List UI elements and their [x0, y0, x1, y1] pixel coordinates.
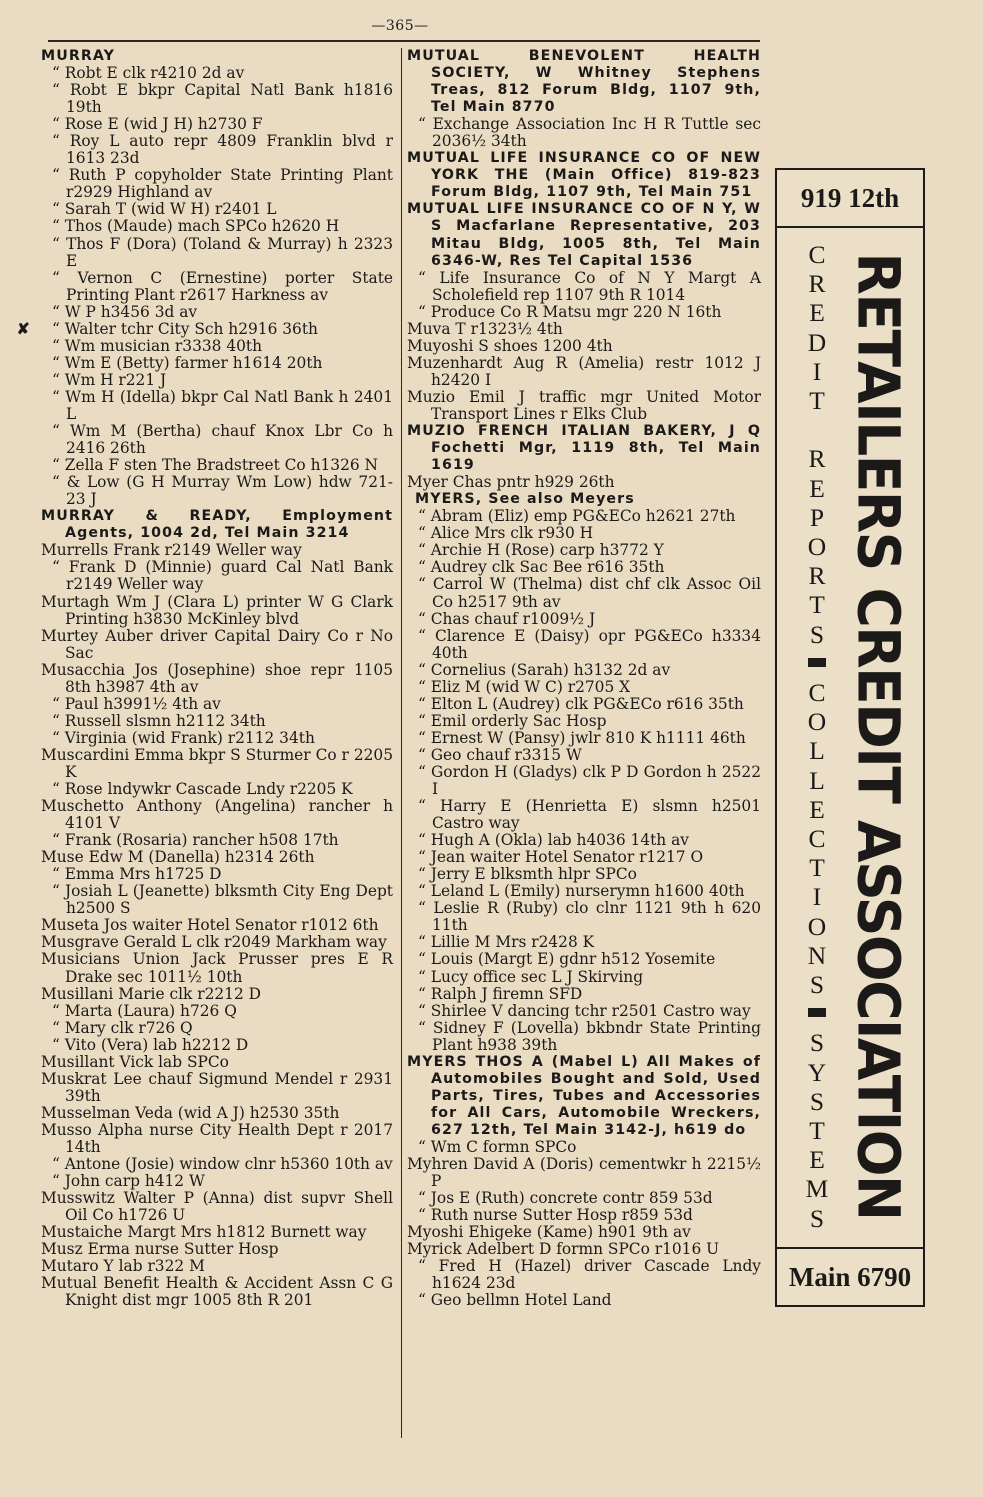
entry-text: Chas chauf r1009½ J [430, 609, 596, 628]
entry-text: Muskrat Lee chauf Sigmund Mendel r 2931 39th [41, 1069, 393, 1105]
directory-subentry [41, 167, 393, 201]
directory-subentry [407, 304, 761, 321]
entry-text: Myer Chas pntr h929 26th [407, 473, 615, 492]
directory-subentry [41, 474, 393, 508]
entry-text: Rose lndywkr Cascade Lndy r2205 K [64, 780, 353, 799]
right-column [407, 48, 761, 1309]
ad-service-letter: I [812, 356, 822, 386]
ad-service-letter: D [807, 327, 827, 357]
directory-subentry [407, 611, 761, 628]
entry-text: Robt E bkpr Capital Natl Bank h1816 19th [66, 81, 393, 117]
entry-text: Murtey Auber driver Capital Dairy Co r No Sac [41, 626, 393, 662]
directory-subentry [41, 372, 393, 389]
entry-text: Fred H (Hazel) driver Cascade Lndy h1624 23d [432, 1257, 762, 1293]
directory-subentry [407, 628, 761, 662]
directory-subentry [407, 576, 761, 610]
ad-service-letter: C [808, 240, 826, 269]
ad-service-letter: T [809, 386, 825, 416]
directory-subentry [407, 849, 761, 866]
directory-subentry [407, 662, 761, 679]
directory-subentry [41, 82, 393, 116]
entry-text: Clarence E (Daisy) opr PG&ECo h3334 40th [432, 626, 761, 662]
entry-text: Muva T r1323½ 4th [407, 319, 563, 338]
directory-subentry [407, 900, 761, 934]
directory-entry [41, 594, 393, 628]
entry-text: Zella F sten The Bradstreet Co h1326 N [64, 456, 379, 475]
entry-text: Shirlee V dancing tchr r2501 Castro way [430, 1001, 751, 1020]
entry-text: Emma Mrs h1725 D [64, 865, 222, 884]
entry-text: Myrick Adelbert D formn SPCo r1016 U [407, 1240, 720, 1259]
ad-service-letter: C [808, 678, 826, 708]
entry-text: Wm M (Bertha) chauf Knox Lbr Co h 2416 26th [66, 422, 394, 458]
entry-text: Murtagh Wm J (Clara L) printer W G Clark Printing h3830 McKinley blvd [41, 592, 393, 628]
ad-service-letter: T [809, 1116, 825, 1146]
entry-text: Audrey clk Sac Bee r616 35th [430, 558, 665, 577]
entry-text: Paul h3991½ 4th av [64, 694, 221, 713]
entry-text: Leland L (Emily) nurserymn h1600 40th [430, 882, 745, 901]
entry-text: Myhren David A (Doris) cementwkr h 2215½ P [407, 1155, 761, 1191]
ad-service-letter: I [812, 882, 822, 912]
directory-subentry [41, 696, 393, 713]
entry-text: Lillie M Mrs r2428 K [430, 933, 595, 952]
entry-text: Wm H (Idella) bkpr Cal Natl Bank h 2401 L [65, 387, 393, 423]
entry-text: Ernest W (Pansy) jwlr 810 K h1111 46th [430, 728, 746, 747]
directory-subentry [41, 559, 393, 593]
entry-text: Eliz M (wid W C) r2705 X [430, 677, 631, 696]
directory-subentry [407, 1003, 761, 1020]
entry-text: Musselman Veda (wid A J) h2530 35th [41, 1103, 340, 1122]
directory-subentry [41, 270, 393, 304]
directory-entry [41, 934, 393, 951]
ad-service-letter: E [809, 298, 825, 328]
ad-service-letter: P [809, 502, 825, 532]
entry-text: Walter tchr City Sch h2916 36th [64, 319, 318, 338]
entry-text: Jean waiter Hotel Senator r1217 O [430, 848, 704, 867]
directory-entry [41, 1275, 393, 1309]
directory-subentry [41, 304, 393, 321]
entry-text: MURRAY [41, 48, 115, 64]
entry-text: Archie H (Rose) carp h3772 Y [430, 541, 664, 560]
entry-text: Frank (Rosaria) rancher h508 17th [64, 831, 339, 850]
directory-heading [41, 48, 393, 65]
left-column [16, 48, 394, 1310]
directory-subentry [407, 713, 761, 730]
ad-service-letter: S [809, 970, 825, 1000]
ad-service-letter: L [809, 736, 825, 766]
ad-service-letter: O [807, 532, 827, 562]
directory-entry [41, 747, 393, 781]
entry-text: Muse Edw M (Danella) h2314 26th [41, 848, 315, 867]
directory-subentry [407, 747, 761, 764]
directory-subentry [41, 713, 393, 730]
directory-entry [41, 662, 393, 696]
entry-text: W P h3456 3d av [64, 302, 198, 321]
entry-text: Musz Erma nurse Sutter Hosp [41, 1240, 279, 1259]
ad-service-letter: E [809, 1145, 825, 1175]
entry-text: Louis (Margt E) gdnr h512 Yosemite [430, 950, 716, 969]
entry-text: Musacchia Jos (Josephine) shoe repr 1105 8th h3987 4th av [41, 660, 393, 696]
directory-subentry [41, 866, 393, 883]
directory-heading [407, 201, 761, 269]
entry-text: Geo chauf r3315 W [430, 745, 582, 764]
ad-service-letter: R [808, 444, 826, 474]
entry-text: Muscardini Emma bkpr S Sturmer Co r 2205 K [41, 745, 393, 781]
entry-text: Hugh A (Okla) lab h4036 14th av [430, 831, 689, 850]
entry-text: John carp h412 W [64, 1172, 205, 1191]
directory-entry [41, 1224, 393, 1241]
entry-text: Antone (Josie) window clnr h5360 10th av [64, 1155, 393, 1174]
ad-service-letter: S [809, 1028, 825, 1058]
entry-text: MUTUAL LIFE INSURANCE CO OF N Y, W S Macfarlane Representative, 203 Mitau Bldg, 1005 8th, Tel Main 6346-W, Res Tel Capital 1536 [407, 201, 761, 269]
directory-subentry [407, 542, 761, 559]
directory-subentry [407, 1258, 761, 1292]
entry-text: Vernon C (Ernestine) porter State Printing Plant r2617 Harkness av [66, 268, 393, 304]
directory-heading [407, 423, 761, 474]
directory-subentry [407, 679, 761, 696]
entry-text: Muzio Emil J traffic mgr United Motor Transport Lines r Elks Club [407, 387, 761, 423]
entry-text: Musillani Marie clk r2212 D [41, 984, 261, 1003]
ad-service-letter: O [807, 707, 827, 737]
entry-text: Marta (Laura) h726 Q [64, 1001, 237, 1020]
entry-text: MUZIO FRENCH ITALIAN BAKERY, J Q Fochetti Mgr, 1119 8th, Tel Main 1619 [407, 423, 761, 474]
directory-subentry [41, 116, 393, 133]
entry-text: MYERS THOS A (Mabel L) All Makes of Automobiles Bought and Sold, Used Parts, Tires, Tubes and Accessories for All Cars, Automobile Wreckers, 627 12th, Tel Main 3142-J, h619 do [407, 1053, 761, 1138]
ad-address: 919 12th [777, 170, 923, 228]
directory-subentry: “ ✘ Walter tchr City Sch h2916 36th [41, 321, 393, 338]
entry-text: Gordon H (Gladys) clk P D Gordon h 2522 I [431, 762, 761, 799]
entry-text: Exchange Association Inc H R Tuttle sec 2036½ 34th [432, 115, 761, 151]
ad-service-letter: S [809, 1086, 825, 1116]
entry-text: Emil orderly Sac Hosp [430, 711, 607, 730]
ad-service-letter: R [808, 561, 826, 591]
entry-text: Wm C formn SPCo [430, 1138, 577, 1156]
ad-service-letter: E [809, 473, 825, 503]
entry-text: Thos F (Dora) (Toland & Murray) h 2323 E [66, 234, 393, 270]
directory-heading [407, 48, 761, 116]
entry-text: Roy L auto repr 4809 Franklin blvd r 1613 23d [66, 132, 393, 168]
ad-service-letter: O [807, 911, 827, 941]
directory-entry [407, 321, 761, 338]
directory-heading [41, 508, 393, 542]
entry-text: Sarah T (wid W H) r2401 L [64, 200, 277, 219]
directory-entry [41, 1122, 393, 1156]
directory-entry [41, 1054, 393, 1071]
entry-text: Musso Alpha nurse City Health Dept r 2017 14th [41, 1120, 393, 1156]
directory-subentry [407, 1292, 761, 1309]
ad-separator [795, 999, 839, 1028]
directory-entry [407, 338, 761, 355]
directory-heading [407, 150, 761, 201]
header-rule [48, 40, 760, 42]
entry-text: Museta Jos waiter Hotel Senator r1012 6th [41, 916, 379, 935]
directory-subentry [407, 798, 761, 832]
entry-text: Jerry E blksmth hlpr SPCo [430, 865, 637, 884]
entry-text: Wm E (Betty) farmer h1614 20th [64, 353, 323, 372]
directory-subentry [41, 781, 393, 798]
directory-subentry [41, 338, 393, 355]
directory-subentry [407, 764, 761, 798]
entry-text: Cornelius (Sarah) h3132 2d av [430, 660, 671, 679]
directory-subentry [407, 1190, 761, 1207]
directory-subentry [41, 355, 393, 372]
entry-text: Musicians Union Jack Prusser pres E R Drake sec 1011½ 10th [41, 950, 393, 986]
directory-entry [41, 986, 393, 1003]
directory-subentry [41, 1156, 393, 1173]
entry-text: Myoshi Ehigeke (Kame) h901 9th av [407, 1223, 691, 1242]
entry-text: Sidney F (Lovella) bkbndr State Printing Plant h938 39th [432, 1018, 761, 1054]
ad-service-letter: L [809, 765, 825, 795]
ad-service-letter: S [809, 619, 825, 649]
directory-entry [41, 951, 393, 985]
entry-text: Mary clk r726 Q [64, 1018, 193, 1037]
entry-text: Jos E (Ruth) concrete contr 859 53d [430, 1189, 713, 1208]
entry-text: Frank D (Minnie) guard Cal Natl Bank r2149 Weller way [66, 558, 394, 594]
page-number: —365— [371, 18, 429, 34]
directory-subentry [41, 201, 393, 218]
ad-service-letter: T [809, 590, 825, 620]
directory-subentry [41, 389, 393, 423]
entry-text: Life Insurance Co of N Y Margt A Scholefield rep 1107 9th R 1014 [432, 268, 761, 304]
ad-body [777, 230, 923, 1245]
ad-service-letter: T [809, 853, 825, 883]
directory-entry [407, 355, 761, 389]
entry-text: Russell slsmn h2112 34th [64, 711, 266, 730]
directory-subentry [407, 559, 761, 576]
entry-text: Robt E clk r4210 2d av [64, 64, 245, 83]
ad-service-letter: R [808, 269, 826, 299]
entry-text: MUTUAL BENEVOLENT HEALTH SOCIETY, W Whitney Stephens Treas, 812 Forum Bldg, 1107 9th, Tel Main 8770 [407, 48, 761, 116]
entry-text: Carrol W (Thelma) dist chf clk Assoc Oil Co h2517 9th av [432, 575, 761, 611]
entry-text: Harry E (Henrietta E) slsmn h2501 Castro way [432, 797, 761, 833]
directory-subentry [41, 1173, 393, 1190]
directory-subentry [407, 969, 761, 986]
entry-text: Mutual Benefit Health & Accident Assn C G Knight dist mgr 1005 8th R 201 [41, 1274, 393, 1310]
directory-subentry [407, 986, 761, 1003]
directory-entry [41, 1105, 393, 1122]
directory-subentry [41, 832, 393, 849]
ad-separator [795, 649, 839, 678]
entry-text: Musillant Vick lab SPCo [41, 1052, 229, 1071]
entry-text: Ruth nurse Sutter Hosp r859 53d [430, 1206, 693, 1225]
directory-subentry [407, 832, 761, 849]
directory-entry [407, 389, 761, 423]
entry-text: Thos (Maude) mach SPCo h2620 H [64, 217, 340, 236]
entry-text: Vito (Vera) lab h2212 D [64, 1035, 249, 1054]
entry-text: Lucy office sec L J Skirving [430, 967, 644, 986]
entry-text: Muyoshi S shoes 1200 4th [407, 336, 613, 355]
directory-heading [407, 1054, 761, 1139]
directory-entry [407, 1224, 761, 1241]
directory-subentry [407, 883, 761, 900]
directory-entry [41, 917, 393, 934]
entry-text: & Low (G H Murray Wm Low) hdw 721-23 J [66, 473, 393, 509]
entry-text: Elton L (Audrey) clk PG&ECo r616 35th [430, 694, 744, 713]
directory-subentry [41, 1037, 393, 1054]
entry-text: Abram (Eliz) emp PG&ECo h2621 27th [430, 507, 736, 526]
entry-text: Geo bellmn Hotel Land [430, 1291, 612, 1310]
directory-entry [407, 1241, 761, 1258]
directory-subentry [41, 457, 393, 474]
directory-subentry [41, 65, 393, 82]
directory-heading [407, 491, 761, 508]
ad-name-vertical [843, 238, 913, 1233]
directory-subentry [407, 730, 761, 747]
directory-entry [41, 1241, 393, 1258]
directory-entry [41, 1258, 393, 1275]
directory-subentry [41, 236, 393, 270]
directory-subentry [407, 866, 761, 883]
entry-text: MURRAY & READY, Employment Agents, 1004 2d, Tel Main 3214 [41, 508, 393, 542]
entry-text: Leslie R (Ruby) clo clnr 1121 9th h 620 11th [432, 899, 761, 935]
entry-text: MYERS, See also Meyers [415, 491, 635, 508]
directory-entry [407, 1156, 761, 1190]
entry-text: Musgrave Gerald L clk r2049 Markham way [41, 933, 387, 952]
directory-subentry [407, 116, 761, 150]
entry-text: Muschetto Anthony (Angelina) rancher h 4101 V [41, 797, 393, 833]
entry-text: MUTUAL LIFE INSURANCE CO OF NEW YORK THE (Main Office) 819-823 Forum Bldg, 1107 9th, Tel Main 751 [407, 150, 761, 201]
entry-text: Alice Mrs clk r930 H [430, 524, 594, 543]
entry-text: Josiah L (Jeanette) blksmth City Eng Dept h2500 S [65, 882, 393, 918]
directory-subentry [41, 1003, 393, 1020]
entry-text: Musswitz Walter P (Anna) dist supvr Shell Oil Co h1726 U [41, 1189, 393, 1225]
entry-text: Virginia (wid Frank) r2112 34th [64, 728, 315, 747]
entry-text: Wm musician r3338 40th [64, 336, 263, 355]
directory-subentry [407, 696, 761, 713]
ad-service-letter: C [808, 824, 826, 854]
directory-subentry [41, 423, 393, 457]
directory-entry [407, 474, 761, 491]
entry-text: Ruth P copyholder State Printing Plant r2929 Highland av [66, 166, 393, 202]
retailers-credit-ad [775, 168, 925, 1307]
directory-subentry [41, 1020, 393, 1037]
directory-entry [41, 1071, 393, 1105]
ad-service-letter: S [809, 1203, 825, 1233]
ad-service-letter: Y [807, 1057, 827, 1087]
directory-subentry [407, 508, 761, 525]
directory-subentry [407, 951, 761, 968]
directory-subentry [41, 730, 393, 747]
directory-subentry [407, 525, 761, 542]
ad-service-letter: M [805, 1174, 829, 1204]
entry-text: Wm H r221 J [64, 370, 167, 389]
directory-subentry [407, 1020, 761, 1054]
entry-text: Murrells Frank r2149 Weller way [41, 541, 302, 560]
entry-text: Ralph J firemn SFD [430, 984, 583, 1003]
entry-text: Muzenhardt Aug R (Amelia) restr 1012 J h2420 I [407, 353, 761, 389]
ad-name: RETAILERS CREDIT ASSOCIATION [844, 252, 913, 1219]
directory-entry [41, 542, 393, 559]
ad-service-letter: E [809, 794, 825, 824]
directory-subentry [41, 883, 393, 917]
directory-subentry [407, 934, 761, 951]
directory-subentry [407, 1207, 761, 1224]
column-divider [401, 48, 402, 1438]
entry-text: Produce Co R Matsu mgr 220 N 16th [430, 302, 722, 321]
ad-service-letter: N [807, 940, 827, 970]
ad-phone: Main 6790 [777, 1247, 923, 1305]
directory-entry [41, 849, 393, 866]
entry-text: Rose E (wid J H) h2730 F [64, 115, 263, 134]
ad-services [795, 240, 839, 1233]
directory-entry [41, 628, 393, 662]
directory-entry [41, 1190, 393, 1224]
entry-text: Mutaro Y lab r322 M [41, 1257, 205, 1276]
directory-subentry [41, 218, 393, 235]
directory-subentry [407, 1139, 761, 1156]
directory-subentry [407, 270, 761, 304]
entry-text: Mustaiche Margt Mrs h1812 Burnett way [41, 1223, 367, 1242]
directory-entry [41, 798, 393, 832]
directory-subentry [41, 133, 393, 167]
